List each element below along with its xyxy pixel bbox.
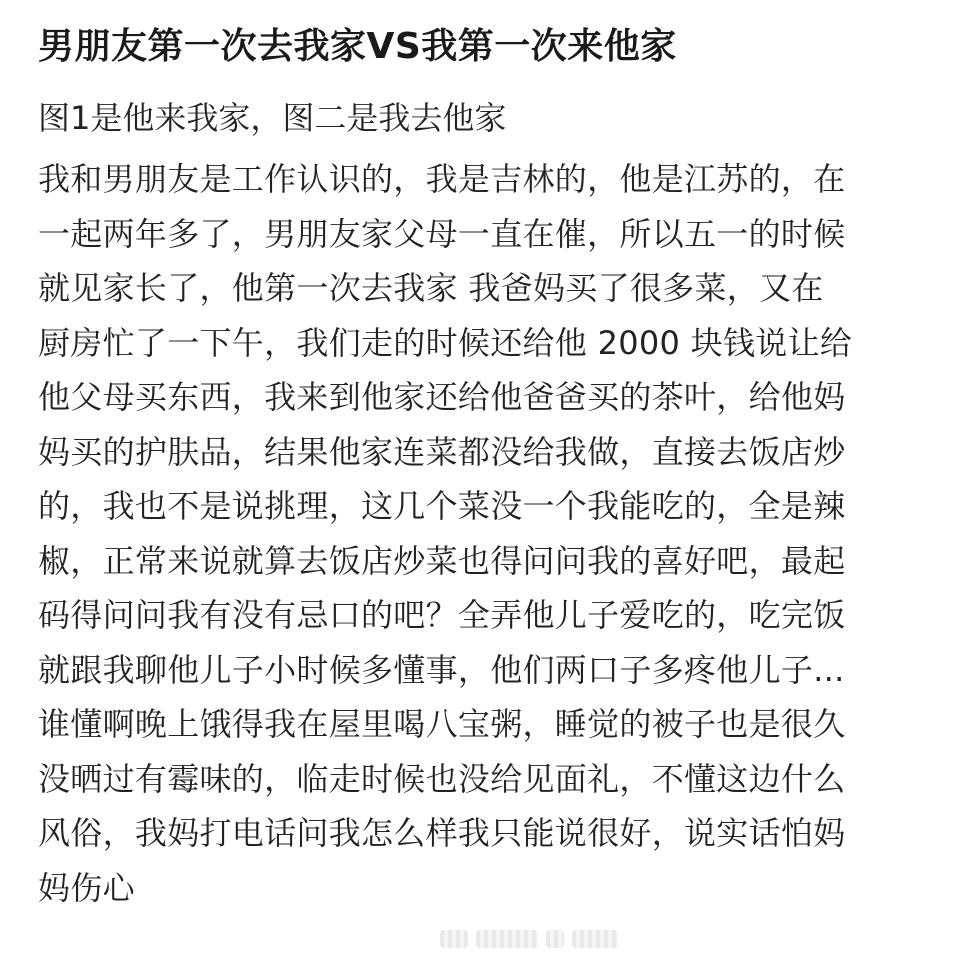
body-line: 妈伤心 [38, 868, 135, 907]
watermark-fragment [440, 930, 468, 948]
post-body [38, 152, 928, 915]
body-line: 我和男朋友是工作认识的，我是吉林的，他是江苏的，在 [38, 160, 846, 198]
body-line: 椒，正常来说就算去饭店炒菜也得问问我的喜好吧，最起 [38, 541, 846, 580]
body-line: 他父母买东西，我来到他家还给他爸爸买的茶叶，给他妈 [38, 378, 846, 416]
blurred-watermark [440, 926, 625, 952]
body-line: 妈买的护肤品，结果他家连菜都没给我做，直接去饭店炒 [38, 432, 846, 471]
body-line: 没晒过有霉味的，临走时候也没给见面礼，不懂这边什么 [38, 759, 846, 798]
post-subtitle: 图1是他来我家，图二是我去他家 [38, 99, 507, 137]
body-line: 就见家长了，他第一次去我家 我爸妈买了很多菜，又在 [38, 269, 824, 307]
post-title: 男朋友第一次去我家VS我第一次来他家 [38, 26, 677, 67]
watermark-fragment [476, 930, 538, 948]
watermark-fragment [546, 930, 564, 948]
body-line: 一起两年多了，男朋友家父母一直在催，所以五一的时候 [38, 214, 846, 253]
body-line: 谁懂啊晚上饿得我在屋里喝八宝粥，睡觉的被子也是很久 [38, 705, 846, 743]
body-line: 风俗，我妈打电话问我怎么样我只能说很好，说实话怕妈 [38, 814, 846, 852]
watermark-fragment [572, 930, 618, 948]
body-line: 码得问问我有没有忌口的吧？全弄他儿子爱吃的，吃完饭 [38, 596, 846, 634]
body-line: 厨房忙了一下午，我们走的时候还给他 2000 块钱说让给 [38, 323, 853, 362]
body-line: 的，我也不是说挑理，这几个菜没一个我能吃的，全是辣 [38, 487, 846, 525]
body-line: 就跟我聊他儿子小时候多懂事，他们两口子多疼他儿子... [38, 650, 845, 689]
